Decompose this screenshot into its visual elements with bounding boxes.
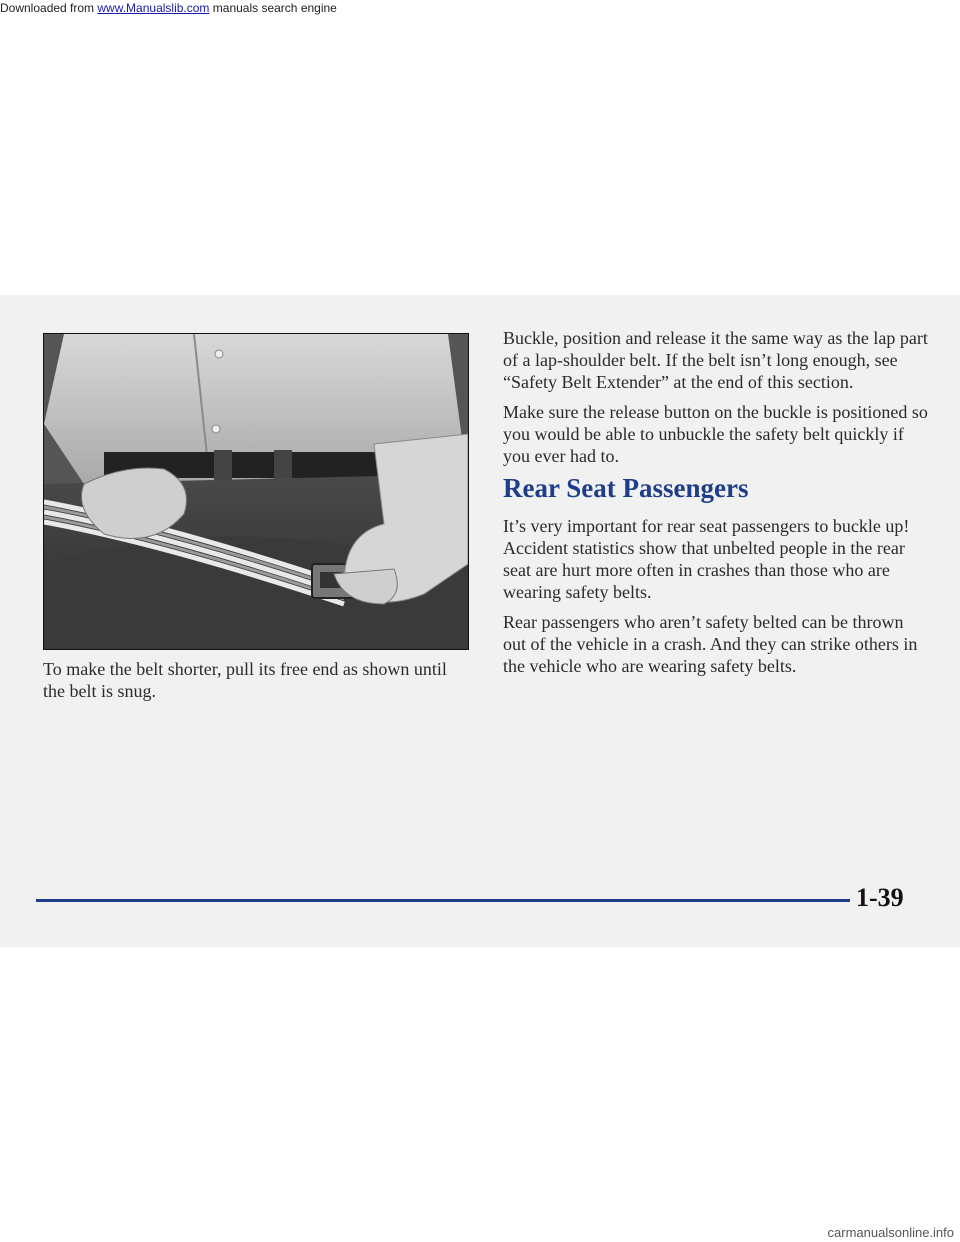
banner-suffix: manuals search engine [209, 1, 337, 15]
paragraph-unbelted: Rear passengers who aren’t safety belted can be thrown out of the vehicle in a crash. And they can strike others in the vehicle who are wearing safety belts. [503, 612, 918, 676]
paragraph-release-button: Make sure the release button on the buckle is positioned so you would be able to unbuckle the safety belt quickly if you ever had to. [503, 402, 928, 466]
paragraph-importance: It’s very important for rear seat passengers to buckle up! Accident statistics show that unbelted people in the rear seat are hurt more often in crashes than those who are wearing safety belts. [503, 516, 910, 602]
footer-rule [36, 899, 850, 902]
section-heading: Rear Seat Passengers [503, 473, 749, 503]
download-banner [0, 0, 960, 16]
manualslib-link[interactable]: www.Manualslib.com [97, 1, 210, 15]
watermark-text: carmanualsonline.info [827, 1225, 954, 1240]
manual-page [0, 295, 960, 947]
paragraph-buckle: Buckle, position and release it the same way as the lap part of a lap-shoulder belt. If the belt isn’t long enough, see “Safety Belt Extender” at the end of this section. [503, 328, 928, 392]
lap-belt-photo [43, 333, 469, 650]
banner-prefix: Downloaded from [0, 1, 98, 15]
watermark-footer [0, 1224, 960, 1242]
page-number: 1-39 [856, 883, 904, 912]
photo-caption: To make the belt shorter, pull its free end as shown until the belt is snug. [43, 659, 447, 701]
lap-belt-illustration [44, 334, 468, 649]
